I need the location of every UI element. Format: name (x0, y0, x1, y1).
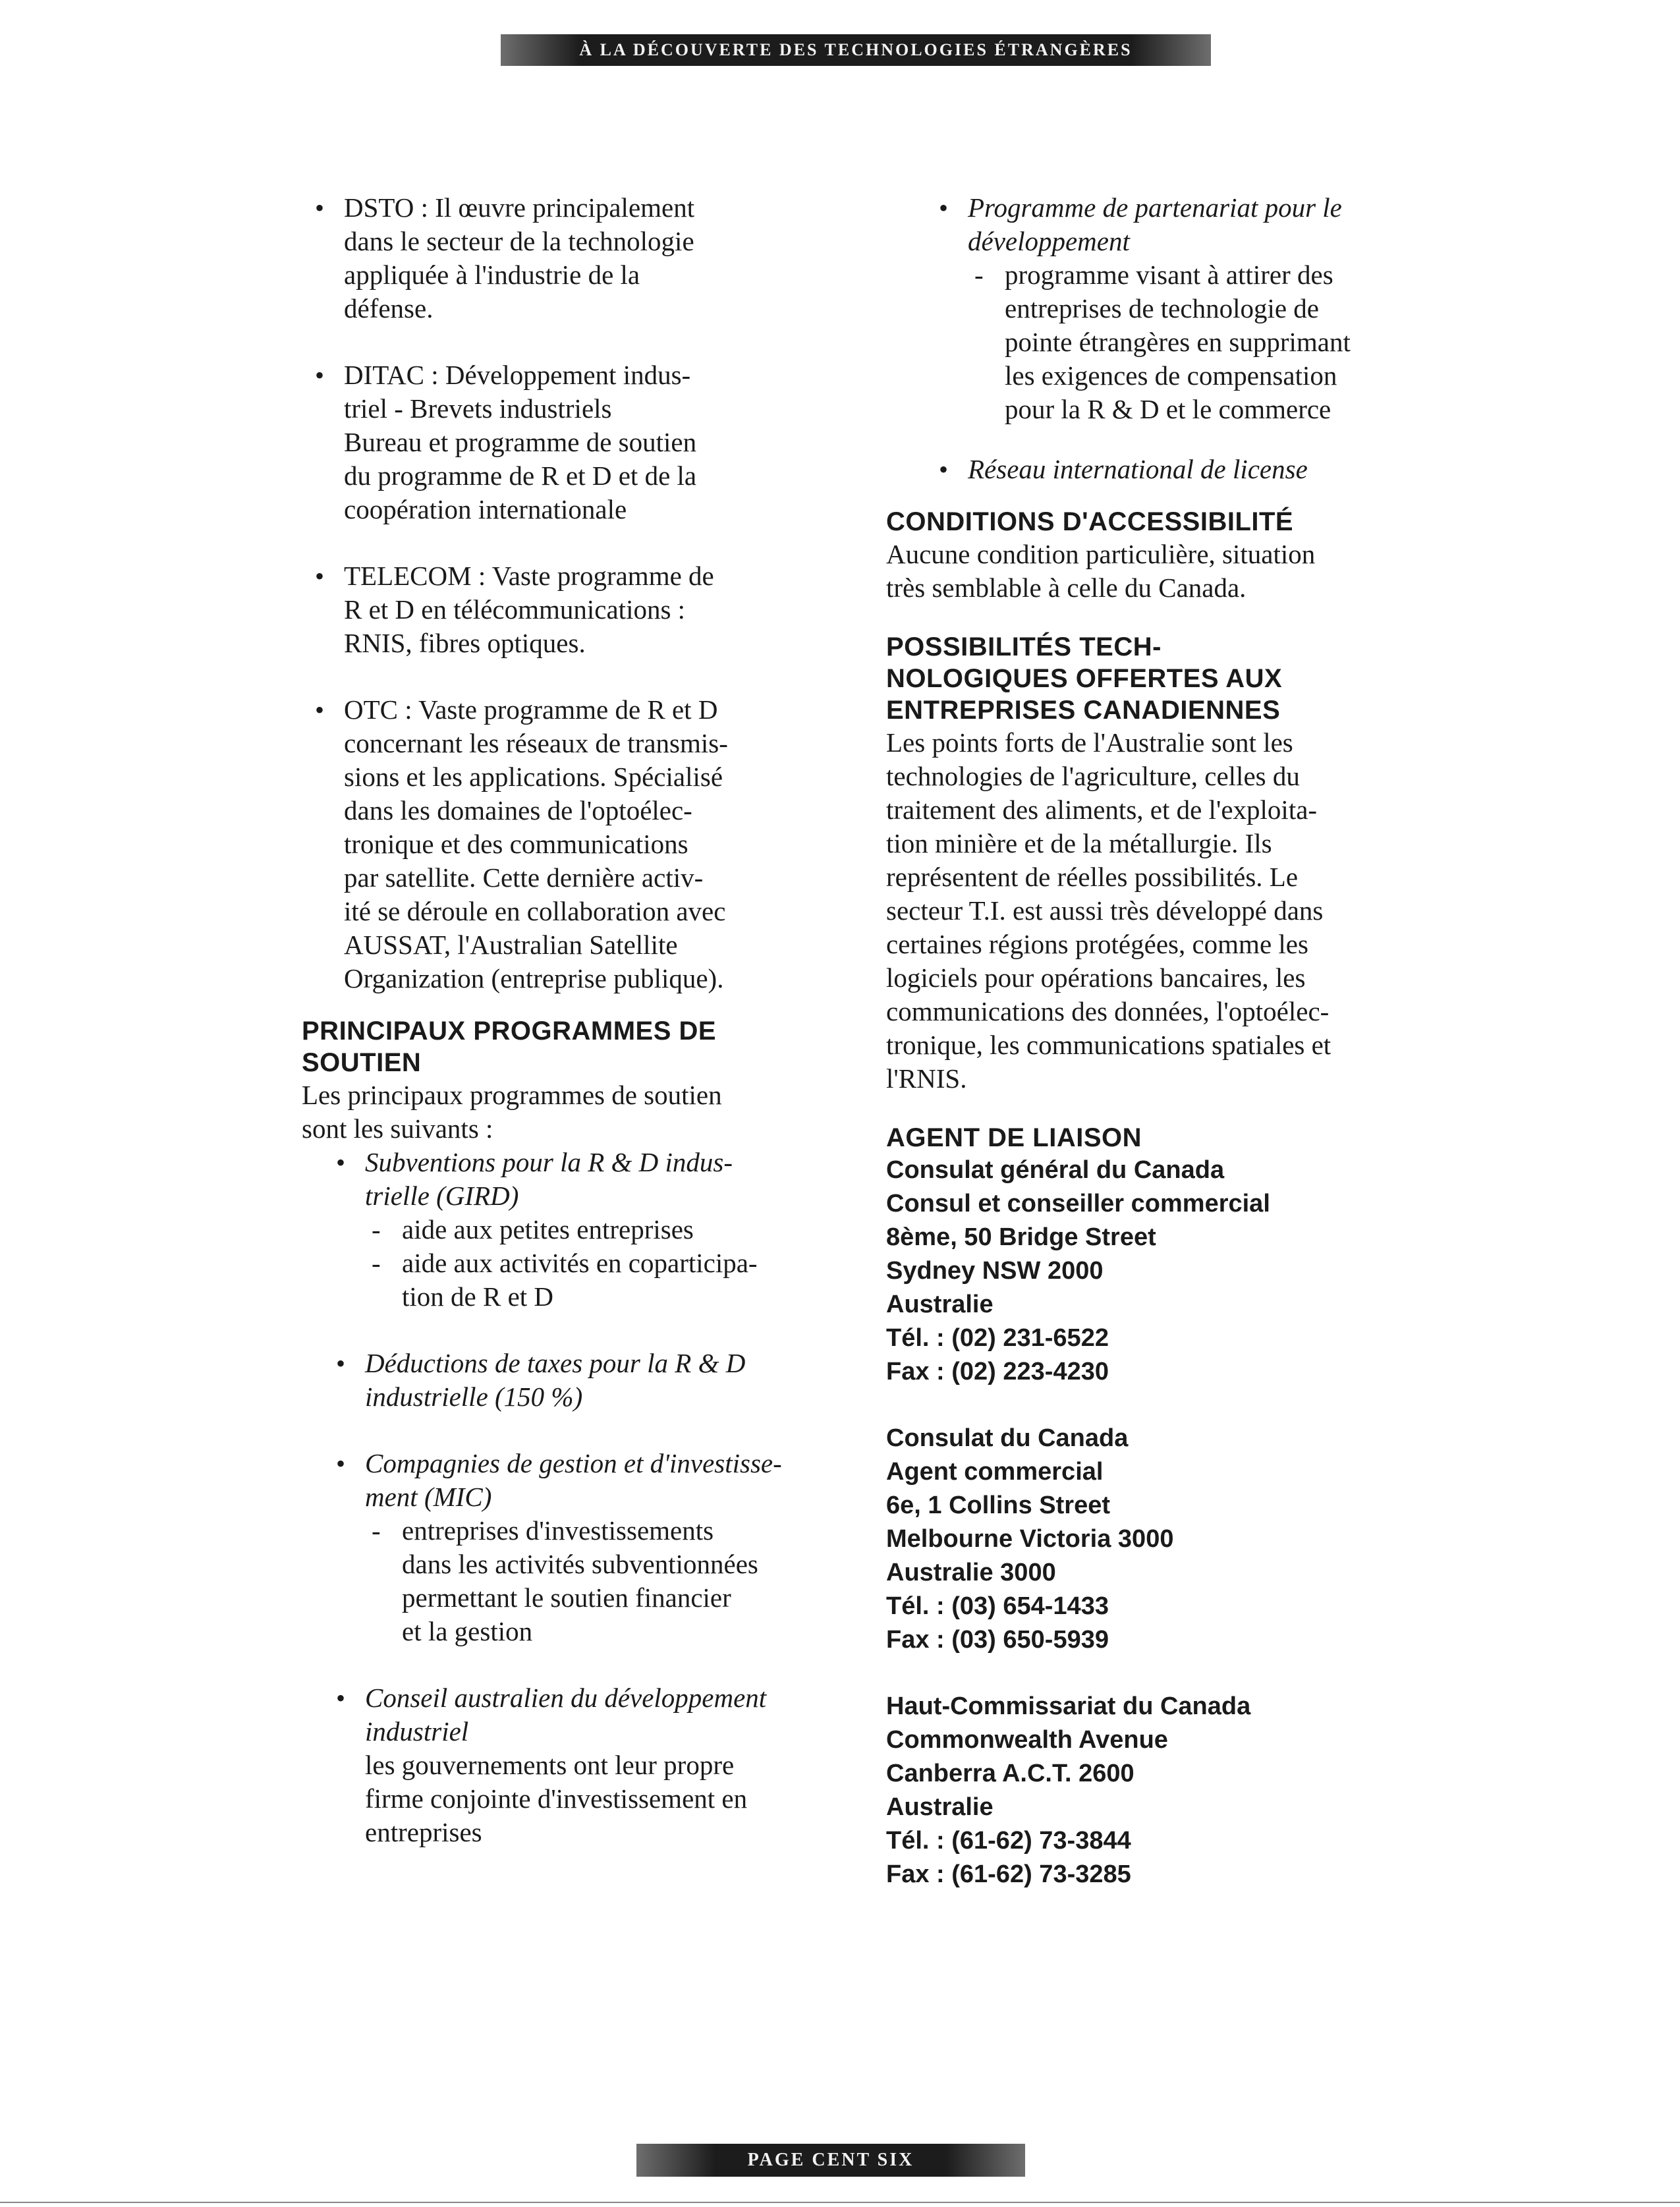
text-line: AUSSAT, l'Australian Satellite (344, 930, 678, 960)
text-line: Organization (entreprise publique). (344, 963, 724, 993)
page-bottom-rule (0, 2202, 1680, 2203)
program-item-mic: • Compagnies de gestion et d'investisse- ment (MIC) - entreprises d'investissements dans les activités subventionnées permettant le soutien financier et la gestion (323, 1447, 802, 1648)
program-item-partnership: • Programme de partenariat pour le développement - programme visant à attirer des entreprises de technologie de pointe étrangères en supprimant les exigences de compensation pour la R & D et le commerce (926, 191, 1413, 426)
office-melbourne: Consulat du Canada Agent commercial 6e, 1 Collins Street Melbourne Victoria 3000 Australie 3000 Tél. : (03) 654-1433 Fax : (03) 650-5939 (886, 1424, 1174, 1654)
text-line: • TELECOM : Vaste programme de (344, 561, 714, 591)
sub-item: - entreprises d'investissements dans les activités subventionnées permettant le soutien financier et la gestion (365, 1514, 802, 1648)
text-line: RNIS, fibres optiques. (344, 628, 586, 658)
text-line: ité se déroule en collaboration avec (344, 896, 726, 926)
text-line: tronique et des communications (344, 829, 688, 859)
text-line: • OTC : Vaste programme de R et D (344, 694, 718, 725)
banner-texture-left (501, 34, 580, 66)
program-item-gird: • Subventions pour la R & D indus- trielle (GIRD) - aide aux petites entreprises - aide aux activités en coparticipa- tion de R et D (323, 1146, 802, 1314)
program-item-council: • Conseil australien du développement industriel les gouvernements ont leur propre firme conjointe d'investissement en entreprises (323, 1681, 802, 1849)
text-line: concernant les réseaux de transmis- (344, 728, 728, 758)
programs-list (302, 1146, 802, 1849)
right-programs-list (886, 191, 1413, 486)
program-item-tax-deductions: • Déductions de taxes pour la R & D industrielle (150 %) (323, 1347, 802, 1414)
possibilities-heading: POSSIBILITÉS TECH- NOLOGIQUES OFFERTES AUX ENTREPRISES CANADIENNES (886, 632, 1283, 725)
text-line: appliquée à l'industrie de la (344, 260, 640, 290)
text-line: triel - Brevets industriels (344, 393, 612, 424)
text-line: • DITAC : Développement indus- (344, 360, 691, 390)
agency-item-dsto (302, 191, 802, 325)
banner-texture-right (1132, 34, 1211, 66)
possibilities-body: Les points forts de l'Australie sont les technologies de l'agriculture, celles du traitement des aliments, et de l'exploita- tion minière et de la métallurgie. Ils représentent de réelles possibilités. Le secteur T.I. est aussi très développé dans certaines régions protégées, comme les logiciels pour opérations bancaires, les communications des données, l'optoélec- tronique, les communications spatiales et l'RNIS. (886, 727, 1331, 1094)
banner-texture-left (636, 2144, 715, 2177)
programs-intro: Les principaux programmes de soutien sont les suivants : (302, 1080, 722, 1144)
text-line: du programme de R et D et de la (344, 461, 697, 491)
office-sydney: Consulat général du Canada Consul et conseiller commercial 8ème, 50 Bridge Street Sydney NSW 2000 Australie Tél. : (02) 231-6522 Fax : (02) 223-4230 (886, 1156, 1270, 1385)
right-column (886, 191, 1413, 1891)
sub-item: - aide aux petites entreprises (365, 1213, 802, 1246)
footer-page-banner (636, 2144, 1025, 2177)
text-line: R et D en télécommunications : (344, 594, 686, 625)
text-line: • DSTO : Il œuvre principalement (344, 192, 695, 223)
liaison-heading: AGENT DE LIAISON (886, 1123, 1142, 1152)
conditions-body: Aucune condition particulière, situation très semblable à celle du Canada. (886, 539, 1316, 603)
agency-item-telecom (302, 559, 802, 660)
conditions-heading: CONDITIONS D'ACCESSIBILITÉ (886, 507, 1294, 536)
program-item-license-network: • Réseau international de license (926, 453, 1413, 486)
office-canberra: Haut-Commissariat du Canada Commonwealth Avenue Canberra A.C.T. 2600 Australie Tél. : (61-62) 73-3844 Fax : (61-62) 73-3285 (886, 1692, 1251, 1888)
banner-texture-right (946, 2144, 1025, 2177)
page-number: PAGE CENT SIX (747, 2150, 914, 2170)
text-line: par satellite. Cette dernière activ- (344, 862, 704, 893)
programs-heading: PRINCIPAUX PROGRAMMES DE SOUTIEN (302, 1017, 717, 1077)
agency-item-otc (302, 693, 802, 995)
agency-item-ditac (302, 358, 802, 526)
left-column (302, 191, 802, 1849)
text-line: coopération internationale (344, 494, 627, 524)
text-line: Bureau et programme de soutien (344, 427, 697, 457)
sub-item: - aide aux activités en coparticipa- tion de R et D (365, 1246, 802, 1314)
text-line: dans les domaines de l'optoélec- (344, 795, 692, 825)
header-banner-text: À LA DÉCOUVERTE DES TECHNOLOGIES ÉTRANGÈRES (579, 40, 1133, 59)
sub-item: - programme visant à attirer des entreprises de technologie de pointe étrangères en supprimant les exigences de compensation pour la R & D et le commerce (968, 258, 1413, 426)
text-line: sions et les applications. Spécialisé (344, 762, 723, 792)
text-line: dans le secteur de la technologie (344, 226, 694, 256)
header-banner (501, 34, 1211, 66)
text-line: défense. (344, 293, 434, 323)
